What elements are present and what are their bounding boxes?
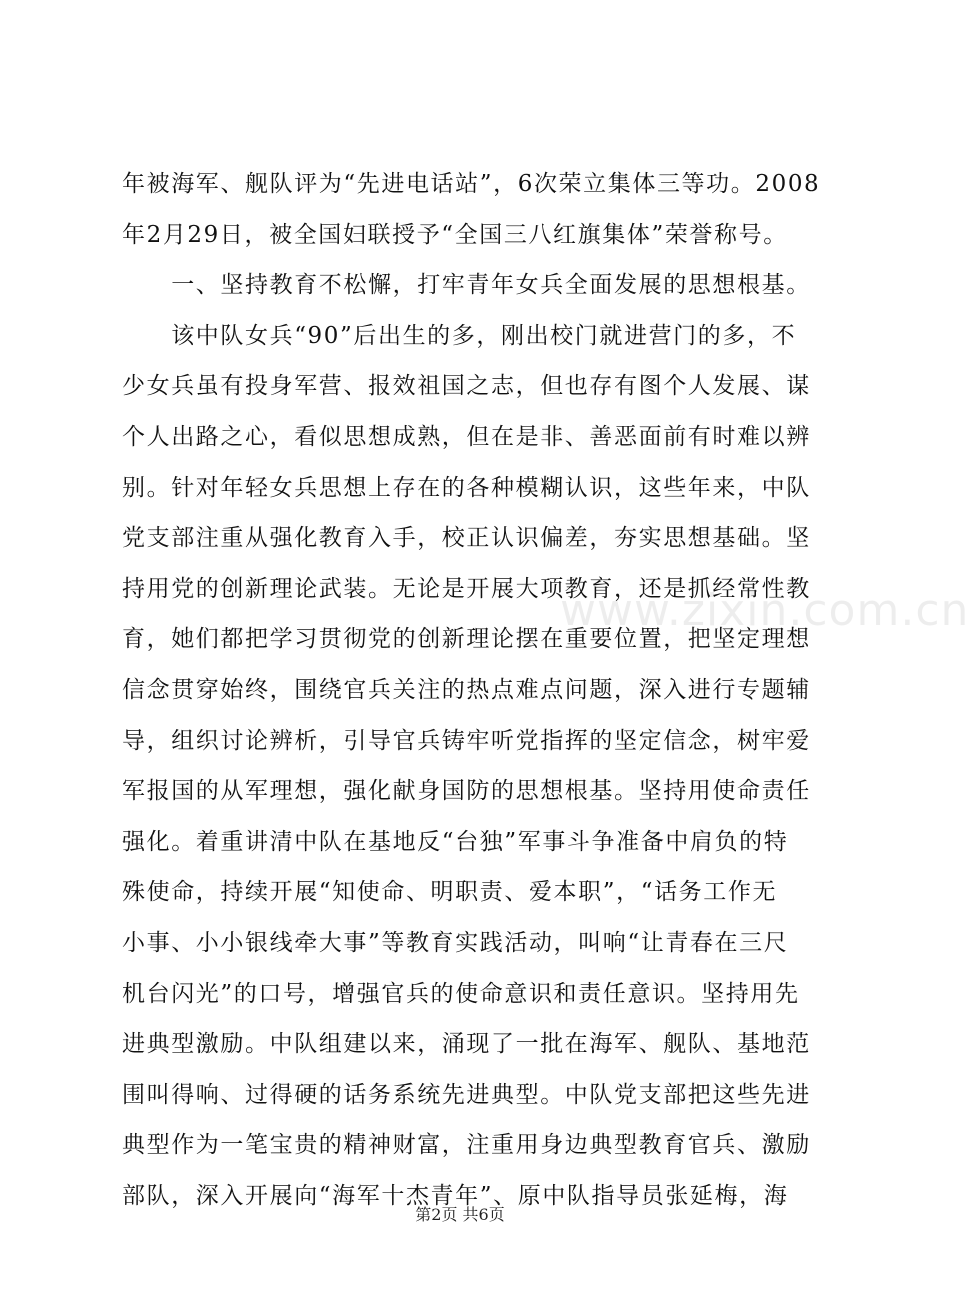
body-text-line: 持用党的创新理论武装。无论是开展大项教育，还是抓经常性教: [122, 576, 811, 602]
body-text-line: 军报国的从军理想，强化献身国防的思想根基。坚持用使命责任: [122, 778, 811, 804]
body-text-line: 党支部注重从强化教育入手，校正认识偏差，夯实思想基础。坚: [122, 525, 811, 551]
body-text-line: 典型作为一笔宝贵的精神财富，注重用身边典型教育官兵、激励: [122, 1132, 811, 1158]
body-text-line: 信念贯穿始终，围绕官兵关注的热点难点问题，深入进行专题辅: [122, 677, 811, 703]
body-text-line: 进典型激励。中队组建以来，涌现了一批在海军、舰队、基地范: [122, 1031, 811, 1057]
page-number-footer: 第2页 共6页: [415, 1205, 505, 1224]
body-text-line: 年2月29日，被全国妇联授予“全国三八红旗集体”荣誉称号。: [122, 222, 788, 248]
body-text-line: 围叫得响、过得硬的话务系统先进典型。中队党支部把这些先进: [122, 1082, 811, 1108]
body-text-line: 年被海军、舰队评为“先进电话站”，6次荣立集体三等功。2008: [122, 171, 821, 197]
body-text-line: 强化。着重讲清中队在基地反“台独”军事斗争准备中肩负的特: [122, 829, 789, 855]
section-heading: 一、坚持教育不松懈，打牢青年女兵全面发展的思想根基。: [122, 272, 811, 298]
body-text-line: 个人出路之心，看似思想成熟，但在是非、善恶面前有时难以辨: [122, 424, 811, 450]
body-text-line: 该中队女兵“90”后出生的多，刚出校门就进营门的多，不: [122, 323, 797, 349]
body-text-line: 机台闪光”的口号，增强官兵的使命意识和责任意识。坚持用先: [122, 981, 800, 1007]
body-text-line: 殊使命，持续开展“知使命、明职责、爱本职”，“话务工作无: [122, 879, 778, 905]
body-text-line: 育，她们都把学习贯彻党的创新理论摆在重要位置，把坚定理想: [122, 626, 811, 652]
body-text-line: 小事、小小银线牵大事”等教育实践活动，叫响“让青春在三尺: [122, 930, 789, 956]
body-text-line: 导，组织讨论辨析，引导官兵铸牢听党指挥的坚定信念，树牢爱: [122, 728, 811, 754]
body-text-line: 部队，深入开展向“海军十杰青年”、原中队指导员张延梅，海: [122, 1183, 789, 1209]
body-text-line: 少女兵虽有投身军营、报效祖国之志，但也存有图个人发展、谋: [122, 373, 811, 399]
watermark: www.zixin.com.cn: [560, 585, 969, 636]
body-text-line: 别。针对年轻女兵思想上存在的各种模糊认识，这些年来，中队: [122, 475, 811, 501]
